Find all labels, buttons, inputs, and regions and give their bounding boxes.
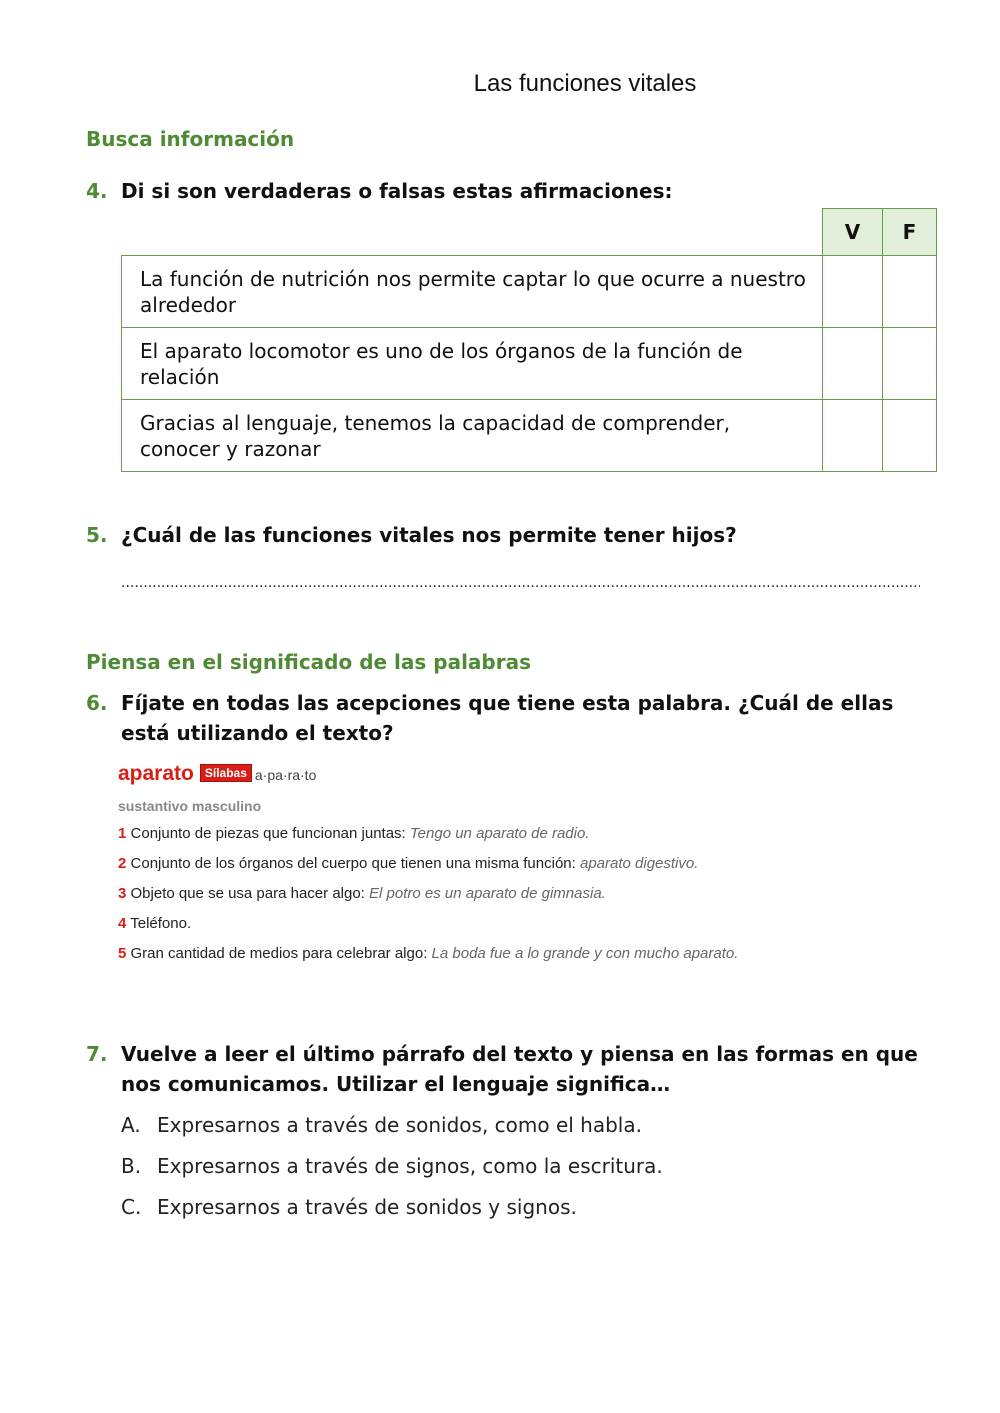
- sense-item: 1 Conjunto de piezas que funcionan juntas: Tengo un aparato de radio.: [118, 825, 590, 842]
- dictionary-entry: [118, 762, 738, 964]
- sense-item: 5 Gran cantidad de medios para celebrar algo: La boda fue a lo grande y con mucho aparato.: [118, 945, 739, 962]
- column-header-f: F: [883, 209, 937, 256]
- statement: Gracias al lenguaje, tenemos la capacidad de comprender, conocer y razonar: [122, 400, 823, 472]
- question-text: Di si son verdaderas o falsas estas afirmaciones:: [121, 179, 673, 203]
- section-heading-piensa: Piensa en el significado de las palabras: [86, 650, 531, 674]
- syllables: a·pa·ra·to: [254, 767, 317, 783]
- syllables-badge: Sílabas: [200, 764, 252, 782]
- sense-item: 3 Objeto que se usa para hacer algo: El potro es un aparato de gimnasia.: [118, 885, 606, 902]
- statement: La función de nutrición nos permite captar lo que ocurre a nuestro alrededor: [122, 256, 823, 328]
- table-row: [122, 400, 937, 472]
- column-header-v: V: [823, 209, 883, 256]
- option-a[interactable]: A. Expresarnos a través de sonidos, como el habla.: [121, 1113, 642, 1137]
- question-number: 7.: [86, 1042, 108, 1066]
- question-text: Fíjate en todas las acepciones que tiene esta palabra. ¿Cuál de ellas está utilizando el texto?: [121, 691, 894, 745]
- answer-cell-v[interactable]: [823, 400, 883, 472]
- table-row: [122, 328, 937, 400]
- section-heading-busca: Busca información: [86, 127, 295, 151]
- statement: El aparato locomotor es uno de los órganos de la función de relación: [122, 328, 823, 400]
- page-title: Las funciones vitales: [473, 70, 697, 97]
- answer-cell-f[interactable]: [883, 328, 937, 400]
- question-text: ¿Cuál de las funciones vitales nos permite tener hijos?: [121, 523, 737, 547]
- table-row: [122, 256, 937, 328]
- answer-cell-f[interactable]: [883, 400, 937, 472]
- question-number: 6.: [86, 691, 108, 715]
- option-b[interactable]: B. Expresarnos a través de signos, como la escritura.: [121, 1154, 663, 1178]
- answer-cell-v[interactable]: [823, 328, 883, 400]
- option-c[interactable]: C. Expresarnos a través de sonidos y signos.: [121, 1195, 577, 1219]
- sense-item: 4 Teléfono.: [118, 915, 192, 932]
- grammatical-category: sustantivo masculino: [118, 798, 262, 814]
- options-list: [121, 1110, 663, 1233]
- answer-cell-v[interactable]: [823, 256, 883, 328]
- answer-line[interactable]: [121, 575, 920, 595]
- dictionary-word: aparato: [118, 762, 194, 785]
- sense-item: 2 Conjunto de los órganos del cuerpo que tienen una misma función: aparato digestivo.: [118, 855, 699, 872]
- question-number: 5.: [86, 523, 108, 547]
- answer-cell-f[interactable]: [883, 256, 937, 328]
- question-number: 4.: [86, 179, 108, 203]
- question-text: Vuelve a leer el último párrafo del texto y piensa en las formas en que nos comunicamos. Utilizar el lenguaje significa…: [121, 1042, 918, 1096]
- true-false-table: [121, 208, 937, 472]
